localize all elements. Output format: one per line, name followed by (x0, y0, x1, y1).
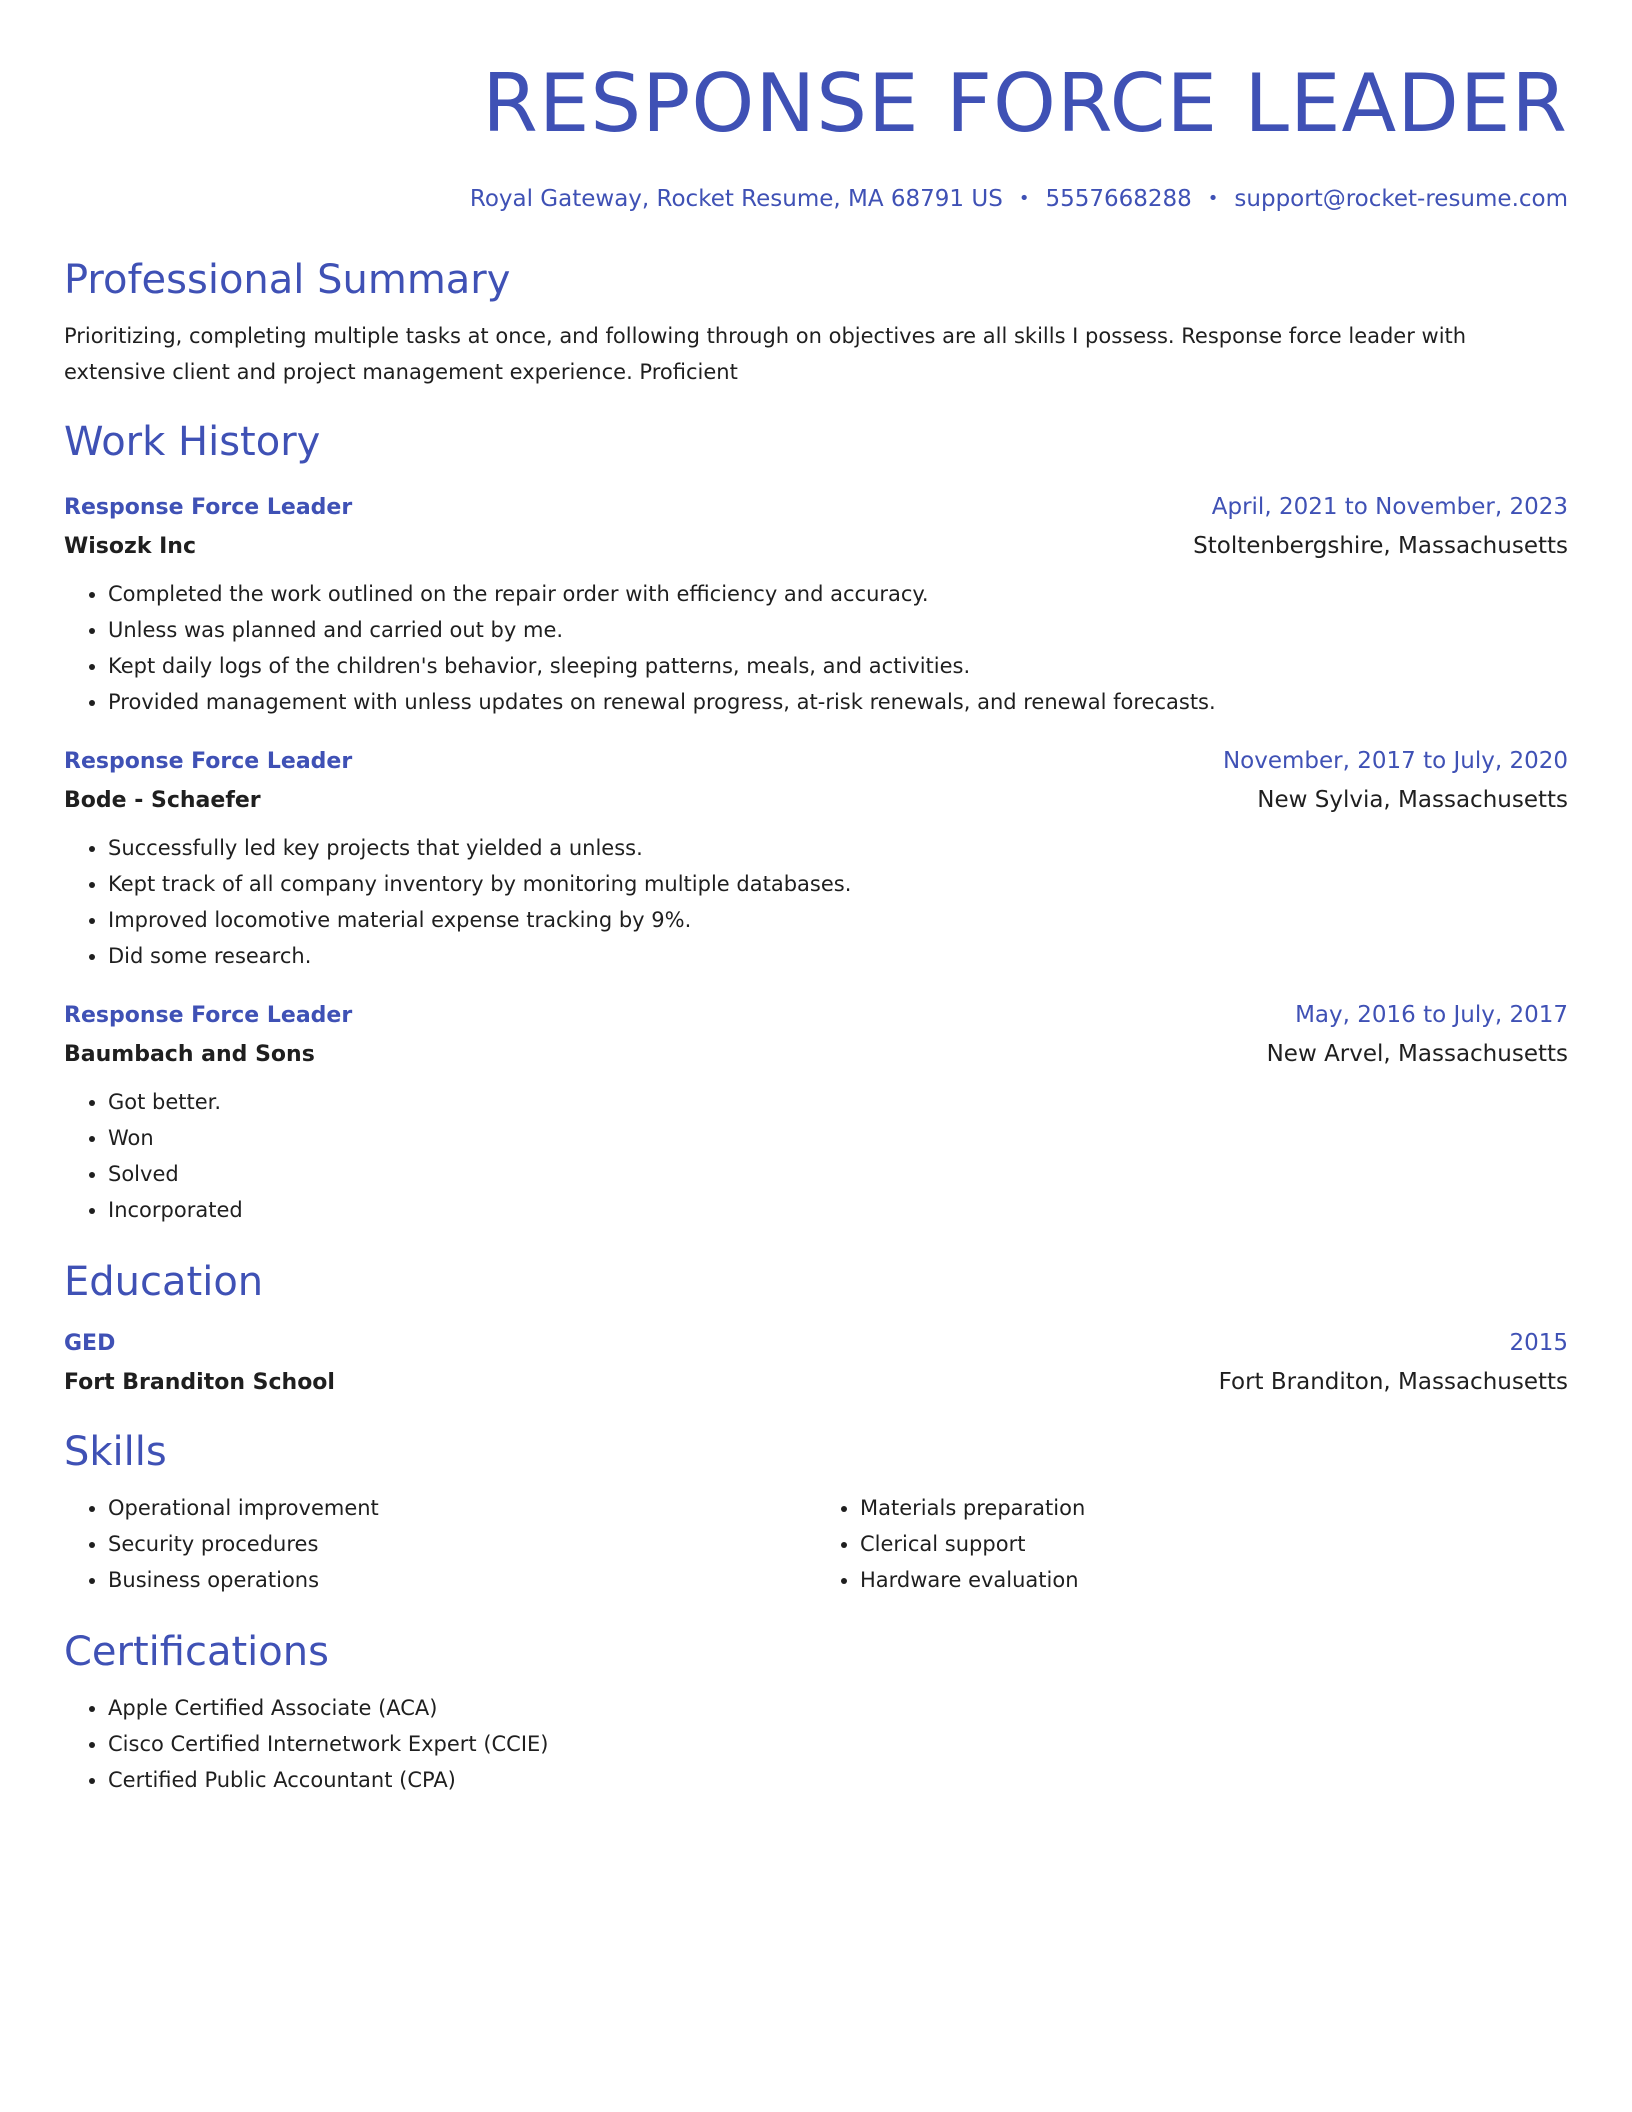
certifications-heading: Certifications (64, 1629, 329, 1675)
job-title: Response Force Leader (64, 1003, 353, 1028)
list-item: • Materials preparation (860, 1490, 1568, 1526)
education-header-row (64, 1328, 1568, 1359)
job-bullets (64, 576, 1568, 720)
job-entry (64, 1000, 1568, 1228)
list-item: • Provided management with unless updates on renewal progress, at-risk renewals, and renewal forecasts. (108, 684, 1568, 720)
work-history-heading: Work History (64, 419, 321, 465)
job-company: Wisozk Inc (64, 534, 196, 559)
certifications-list (64, 1690, 1568, 1798)
skills-column-left (64, 1490, 816, 1598)
job-header-row (64, 492, 1568, 523)
summary-heading: Professional Summary (64, 257, 511, 303)
list-item: • Completed the work outlined on the repair order with efficiency and accuracy. (108, 576, 1568, 612)
job-location: Stoltenbergshire, Massachusetts (1193, 533, 1568, 559)
list-item: • Cisco Certified Internetwork Expert (CCIE) (108, 1726, 1568, 1762)
skills-grid (64, 1490, 1568, 1598)
candidate-name: RESPONSE FORCE LEADER (482, 57, 1568, 150)
list-item: • Certified Public Accountant (CPA) (108, 1762, 1568, 1798)
skills-list (64, 1490, 816, 1598)
skills-list (816, 1490, 1568, 1598)
list-item: • Improved locomotive material expense tracking by 9%. (108, 902, 1568, 938)
job-header-row (64, 1000, 1568, 1031)
list-item: • Kept daily logs of the children's behavior, sleeping patterns, meals, and activities. (108, 648, 1568, 684)
separator-dot: • (1207, 188, 1219, 209)
list-item: • Successfully led key projects that yielded a unless. (108, 830, 1568, 866)
job-dates: May, 2016 to July, 2017 (1295, 1002, 1568, 1028)
skills-heading: Skills (64, 1429, 167, 1475)
list-item: • Kept track of all company inventory by monitoring multiple databases. (108, 866, 1568, 902)
job-company-row (64, 785, 1568, 816)
contact-address: Royal Gateway, Rocket Resume, MA 68791 US (469, 186, 1003, 212)
list-item: • Got better. (108, 1084, 1568, 1120)
education-entry (64, 1328, 1568, 1398)
job-dates: November, 2017 to July, 2020 (1222, 748, 1568, 774)
contact-email: support@rocket-resume.com (1234, 186, 1568, 212)
contact-line (64, 184, 1568, 214)
list-item: • Hardware evaluation (860, 1562, 1568, 1598)
job-company: Baumbach and Sons (64, 1042, 315, 1067)
separator-dot: • (1018, 188, 1030, 209)
summary-text: Prioritizing, completing multiple tasks at once, and following through on objectives are all skills I possess. Response force leader with extensive client and project management experience. Proficient (64, 324, 1467, 384)
job-location: New Sylvia, Massachusetts (1257, 787, 1568, 813)
list-item: • Unless was planned and carried out by me. (108, 612, 1568, 648)
education-location: Fort Branditon, Massachusetts (1218, 1369, 1568, 1395)
education-degree: GED (64, 1331, 116, 1356)
list-item: • Solved (108, 1156, 1568, 1192)
job-company-row (64, 531, 1568, 562)
job-entry (64, 492, 1568, 720)
list-item: • Operational improvement (108, 1490, 816, 1526)
list-item: • Business operations (108, 1562, 816, 1598)
skills-column-right (816, 1490, 1568, 1598)
list-item: • Did some research. (108, 938, 1568, 974)
education-school: Fort Branditon School (64, 1370, 335, 1395)
list-item: • Incorporated (108, 1192, 1568, 1228)
job-company: Bode - Schaefer (64, 788, 261, 813)
job-location: New Arvel, Massachusetts (1266, 1041, 1568, 1067)
job-dates: April, 2021 to November, 2023 (1211, 494, 1568, 520)
job-company-row (64, 1039, 1568, 1070)
education-school-row (64, 1367, 1568, 1398)
job-entry (64, 746, 1568, 974)
list-item: • Apple Certified Associate (ACA) (108, 1690, 1568, 1726)
education-heading: Education (64, 1259, 264, 1305)
education-year: 2015 (1509, 1330, 1568, 1356)
contact-phone: 5557668288 (1045, 186, 1192, 212)
job-title: Response Force Leader (64, 495, 353, 520)
list-item: • Won (108, 1120, 1568, 1156)
list-item: • Security procedures (108, 1526, 816, 1562)
list-item: • Clerical support (860, 1526, 1568, 1562)
job-bullets (64, 830, 1568, 974)
job-header-row (64, 746, 1568, 777)
job-title: Response Force Leader (64, 749, 353, 774)
job-bullets (64, 1084, 1568, 1228)
